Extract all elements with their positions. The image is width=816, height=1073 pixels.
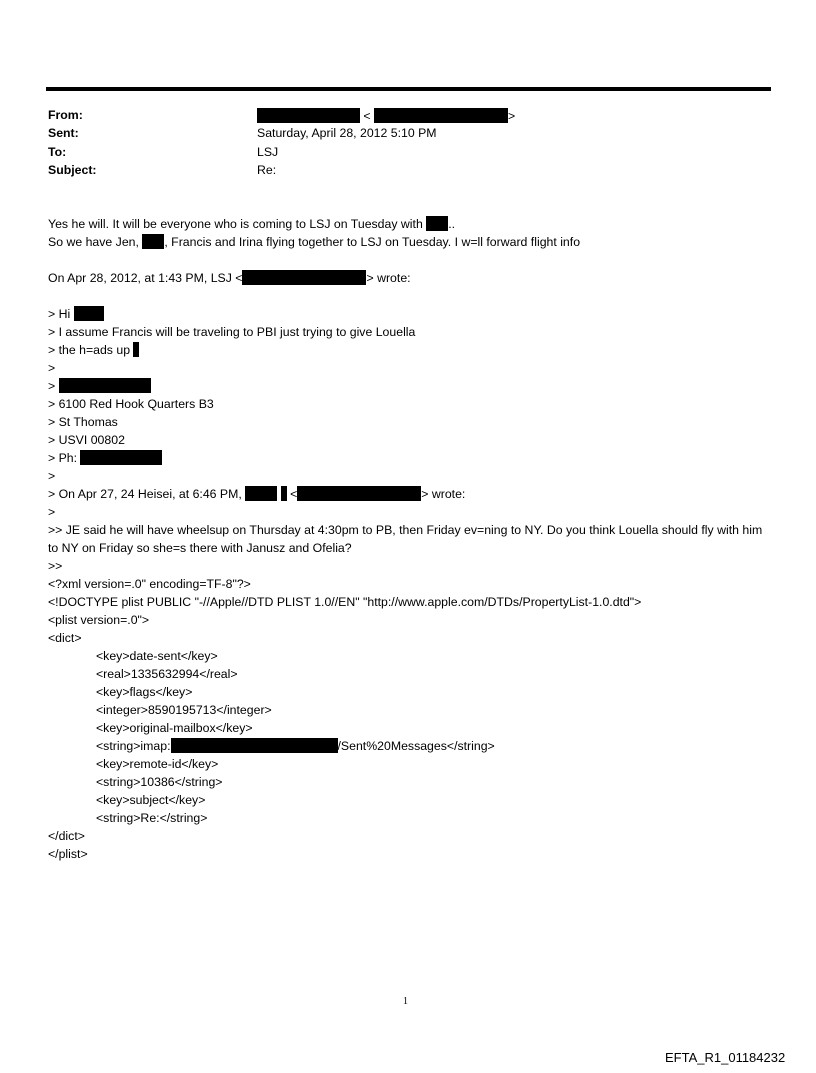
quote-line: > — [48, 505, 56, 519]
from-gt: > — [508, 109, 516, 123]
xml-line: <real>1335632994</real> — [96, 667, 238, 681]
body-text: > Ph: — [48, 451, 78, 465]
body-text: So we have Jen, — [48, 235, 139, 249]
body-line — [48, 215, 455, 233]
redaction-block — [374, 108, 508, 123]
redaction-block — [171, 738, 338, 753]
xml-line: <key>date-sent</key> — [96, 649, 218, 663]
redaction-block — [142, 234, 164, 249]
xml-line: <key>flags</key> — [96, 685, 193, 699]
subject-value: Re: — [257, 163, 277, 177]
xml-line: <key>remote-id</key> — [96, 757, 219, 771]
quote-line: > — [48, 469, 56, 483]
quote-line — [48, 341, 139, 359]
xml-line: <string>Re:</string> — [96, 811, 208, 825]
redaction-block — [257, 108, 360, 123]
xml-line: <string>10386</string> — [96, 775, 223, 789]
xml-line: <key>original-mailbox</key> — [96, 721, 253, 735]
xml-line: <dict> — [48, 631, 82, 645]
redaction-block — [59, 378, 151, 393]
body-text: > — [48, 379, 56, 393]
body-text: > wrote: — [421, 487, 466, 501]
quote-line: >> JE said he will have wheelsup on Thursday at 4:30pm to PB, then Friday ev=ning to NY. Do you think Louella should fly with him to NY on Friday so she=s there with Janusz and Ofelia? — [48, 523, 763, 555]
quote-line: >> — [48, 559, 63, 573]
redaction-block — [74, 306, 104, 321]
quote-line: > USVI 00802 — [48, 433, 125, 447]
redaction-block — [245, 486, 277, 501]
from-value — [257, 108, 515, 123]
body-text: , Francis and Irina flying together to LSJ on Tuesday. I w=ll forward flight info — [164, 235, 581, 249]
sent-label: Sent: — [48, 126, 79, 140]
page-number: 1 — [403, 996, 408, 1007]
body-text: > Hi — [48, 307, 71, 321]
body-line — [48, 233, 580, 251]
body-text: > the h=ads up — [48, 343, 131, 357]
quote-line: > — [48, 361, 56, 375]
xml-line: <!DOCTYPE plist PUBLIC "-//Apple//DTD PLIST 1.0//EN" "http://www.apple.com/DTDs/PropertyList-1.0.dtd"> — [48, 595, 642, 609]
xml-line: </plist> — [48, 847, 88, 861]
redaction-block — [426, 216, 448, 231]
xml-line: <key>subject</key> — [96, 793, 206, 807]
body-text: < — [290, 487, 298, 501]
body-text: <string>imap: — [96, 739, 171, 753]
xml-line: <?xml version=.0" encoding=TF-8"?> — [48, 577, 251, 591]
redaction-block — [297, 486, 421, 501]
bates-number: EFTA_R1_01184232 — [665, 1050, 786, 1065]
body-text: > On Apr 27, 24 Heisei, at 6:46 PM, — [48, 487, 242, 501]
xml-line — [96, 737, 495, 755]
xml-line: </dict> — [48, 829, 85, 843]
quote-line — [48, 485, 465, 503]
header-rule — [46, 87, 771, 91]
subject-label: Subject: — [48, 163, 97, 177]
from-label: From: — [48, 108, 83, 122]
redaction-block — [80, 450, 162, 465]
reply-header-line — [48, 269, 411, 287]
quote-line: > I assume Francis will be traveling to PBI just trying to give Louella — [48, 325, 416, 339]
from-lt: < — [363, 109, 371, 123]
xml-line: <integer>8590195713</integer> — [96, 703, 272, 717]
redaction-block — [281, 486, 287, 501]
quote-line — [48, 305, 104, 323]
to-value: LSJ — [257, 145, 279, 159]
redaction-block — [133, 342, 139, 357]
body-text: On Apr 28, 2012, at 1:43 PM, LSJ < — [48, 271, 243, 285]
xml-line: <plist version=.0"> — [48, 613, 150, 627]
redaction-block — [242, 270, 366, 285]
quote-line: > 6100 Red Hook Quarters B3 — [48, 397, 214, 411]
quote-line — [48, 377, 151, 395]
to-label: To: — [48, 145, 67, 159]
body-text: Yes he will. It will be everyone who is coming to LSJ on Tuesday with — [48, 217, 423, 231]
body-text: > wrote: — [366, 271, 411, 285]
body-text: .. — [448, 217, 456, 231]
sent-value: Saturday, April 28, 2012 5:10 PM — [257, 126, 437, 140]
quote-line — [48, 449, 162, 467]
body-text: /Sent%20Messages</string> — [337, 739, 495, 753]
quote-line: > St Thomas — [48, 415, 118, 429]
